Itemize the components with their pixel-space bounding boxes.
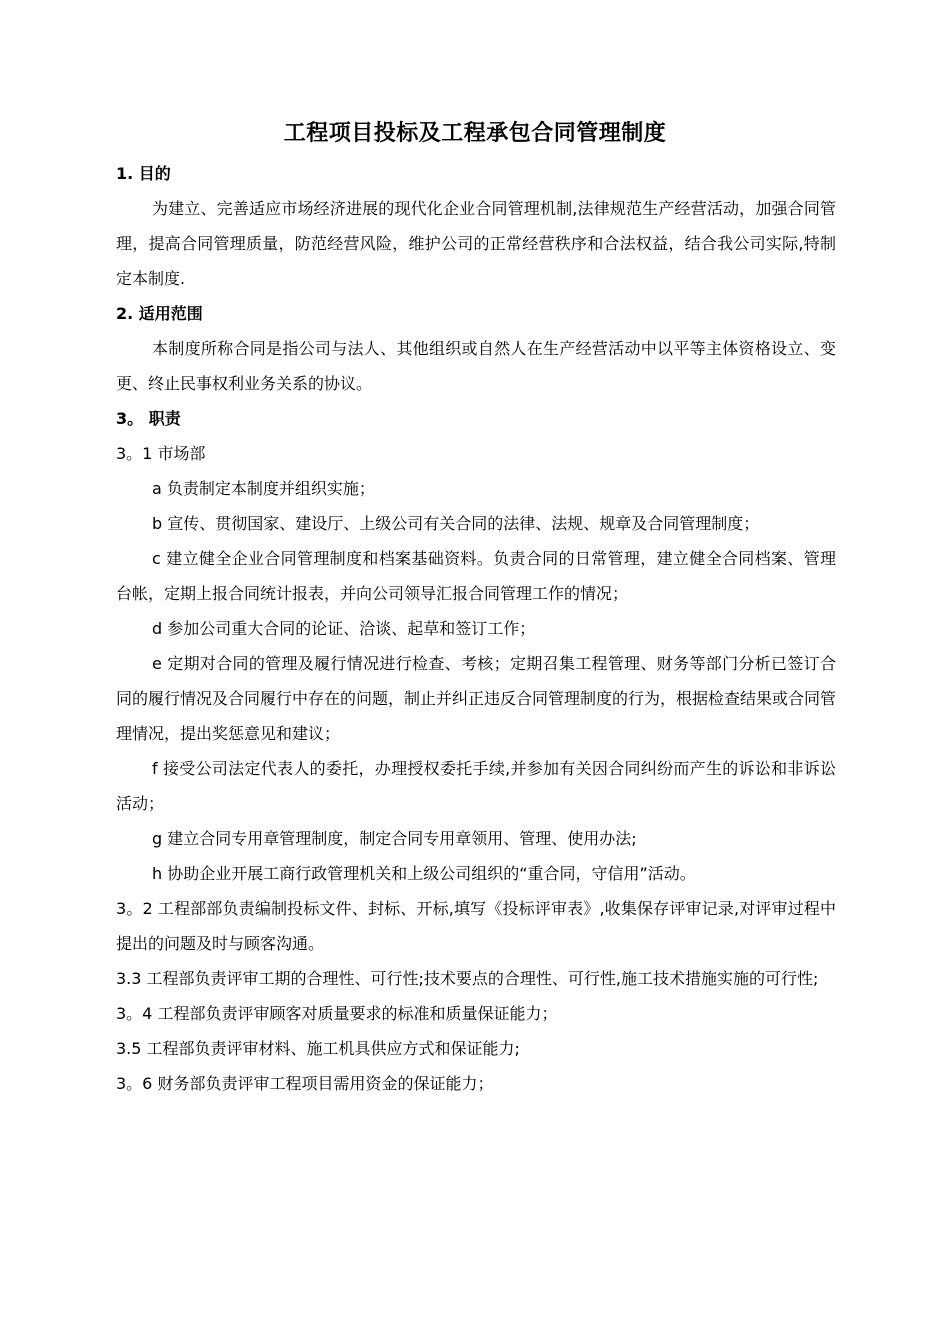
paragraph: b 宣传、贯彻国家、建设厅、上级公司有关合同的法律、法规、规章及合同管理制度； <box>152 514 760 533</box>
paragraph: 3。2 工程部部负责编制投标文件、封标、开标,填写《投标评审表》,收集保存评审记录,对评审过程中提出的问题及时与顾客沟通。 <box>116 899 836 953</box>
section-heading: 1. 目的 <box>116 164 171 183</box>
paragraph: 3.3 工程部负责评审工期的合理性、可行性;技术要点的合理性、可行性,施工技术措施实施的可行性; <box>116 969 819 988</box>
paragraph: f 接受公司法定代表人的委托，办理授权委托手续,并参加有关因合同纠纷而产生的诉讼和非诉讼活动； <box>116 759 836 813</box>
section-heading: 3。 职责 <box>116 409 181 428</box>
paragraph: g 建立合同专用章管理制度，制定合同专用章领用、管理、使用办法; <box>152 829 637 848</box>
paragraph: h 协助企业开展工商行政管理机关和上级公司组织的“重合同，守信用”活动。 <box>152 864 696 883</box>
paragraph: e 定期对合同的管理及履行情况进行检查、考核；定期召集工程管理、财务等部门分析已签订合同的履行情况及合同履行中存在的问题，制止并纠正违反合同管理制度的行为，根据检查结果或合同管理情况，提出奖惩意见和建议； <box>116 654 837 743</box>
paragraph: 3。1 市场部 <box>116 444 206 463</box>
paragraph: 3。6 财务部负责评审工程项目需用资金的保证能力； <box>116 1074 494 1093</box>
paragraph: c 建立健全企业合同管理制度和档案基础资料。负责合同的日常管理，建立健全合同档案、管理台帐，定期上报合同统计报表，并向公司领导汇报合同管理工作的情况； <box>116 549 836 603</box>
section-heading: 2. 适用范围 <box>116 304 203 323</box>
paragraph: 为建立、完善适应市场经济进展的现代化企业合同管理机制,法律规范生产经营活动，加强合同管理，提高合同管理质量，防范经营风险，维护公司的正常经营秩序和合法权益，结合我公司实际,特制定本制度. <box>116 199 836 288</box>
paragraph: d 参加公司重大合同的论证、洽谈、起草和签订工作； <box>152 619 536 638</box>
paragraph: a 负责制定本制度并组织实施； <box>152 479 375 498</box>
paragraph: 3。4 工程部负责评审顾客对质量要求的标准和质量保证能力； <box>116 1004 558 1023</box>
document-title: 工程项目投标及工程承包合同管理制度 <box>283 121 667 146</box>
paragraph: 本制度所称合同是指公司与法人、其他组织或自然人在生产经营活动中以平等主体资格设立、变更、终止民事权利业务关系的协议。 <box>116 339 836 393</box>
document-body <box>116 156 836 1101</box>
paragraph: 3.5 工程部负责评审材料、施工机具供应方式和保证能力; <box>116 1039 520 1058</box>
